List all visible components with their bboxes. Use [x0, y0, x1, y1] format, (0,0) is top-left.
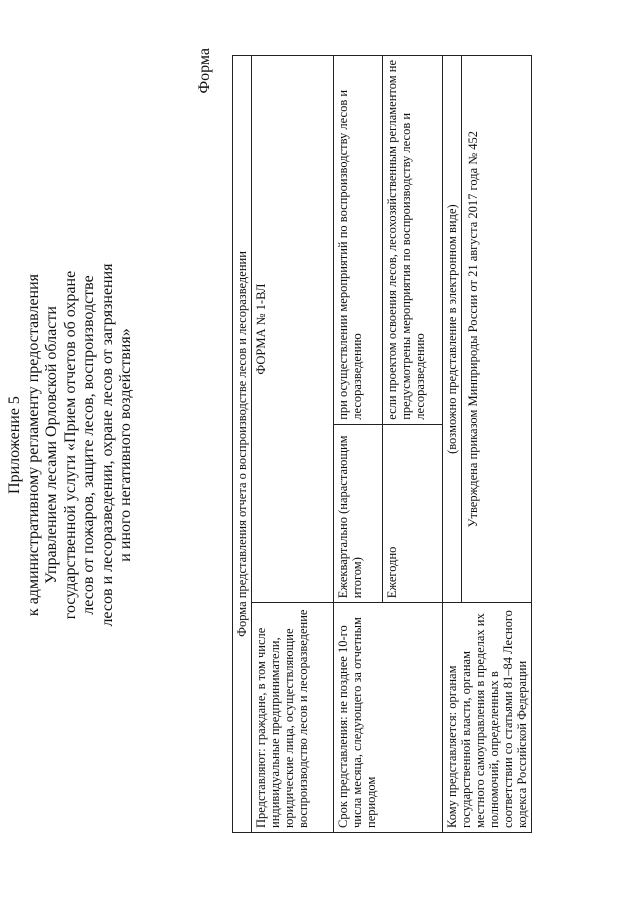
table-caption: Форма представления отчета о воспроизводстве лесов и лесоразведении	[233, 56, 252, 833]
form-number-cell: ФОРМА № 1-ВЛ	[252, 56, 334, 603]
table-row	[382, 56, 442, 602]
heading-line: лесов и лесоразведении, охране лесов от загрязнения	[98, 263, 116, 627]
submitters-cell: Представляют: граждане, в том числе индивидуальные предприниматели, юридические лица, осуществляющие воспроизводство лесов и лесоразведение	[252, 603, 334, 833]
appendix-heading	[6, 75, 136, 815]
report-form-table	[232, 55, 532, 833]
heading-line: Управлением лесами Орловской области	[43, 306, 60, 584]
period-condition: если проектом освоения лесов, лесохозяйственным регламентом не предусмотрены мероприятия по воспроизводству лесов и лесоразведению	[384, 59, 427, 420]
periods-table	[334, 56, 442, 602]
period-term: Ежегодно	[382, 424, 442, 602]
recipients-cell: Кому представляется: органам государственной власти, органам местного самоуправления в пределах их полномочий, определенных в соответствии со статьями 81–84 Лесного кодекса Российской Федерации	[443, 603, 532, 833]
approval-note: Утверждена приказом Минприроды России от 21 августа 2017 года № 452	[466, 130, 480, 528]
approval-cell	[443, 56, 532, 603]
deadline-cell: Срок представления: не позднее 10-го числа месяца, следующего за отчетным периодом	[334, 603, 443, 833]
table-row	[443, 56, 462, 602]
form-label: Форма	[196, 48, 213, 94]
heading-line: к административному регламенту предоставления	[24, 273, 42, 617]
heading-line: и иного негативного воздействия»	[117, 328, 134, 562]
table-row	[334, 56, 382, 602]
approval-table	[443, 56, 482, 602]
period-term: Ежеквартально (нарастающим итогом)	[334, 424, 382, 602]
heading-line: Приложение 5	[6, 396, 23, 494]
heading-line: государственной услуги «Прием отчетов об охране	[61, 270, 79, 620]
periods-cell	[334, 56, 443, 603]
electronic-note: (возможно представление в электронном виде)	[443, 56, 462, 602]
heading-line: лесов от пожаров, защите лесов, воспроизводстве	[80, 275, 97, 615]
table-row	[462, 56, 483, 602]
period-condition: при осуществлении мероприятий по воспроизводству лесов и лесоразведению	[334, 56, 382, 424]
